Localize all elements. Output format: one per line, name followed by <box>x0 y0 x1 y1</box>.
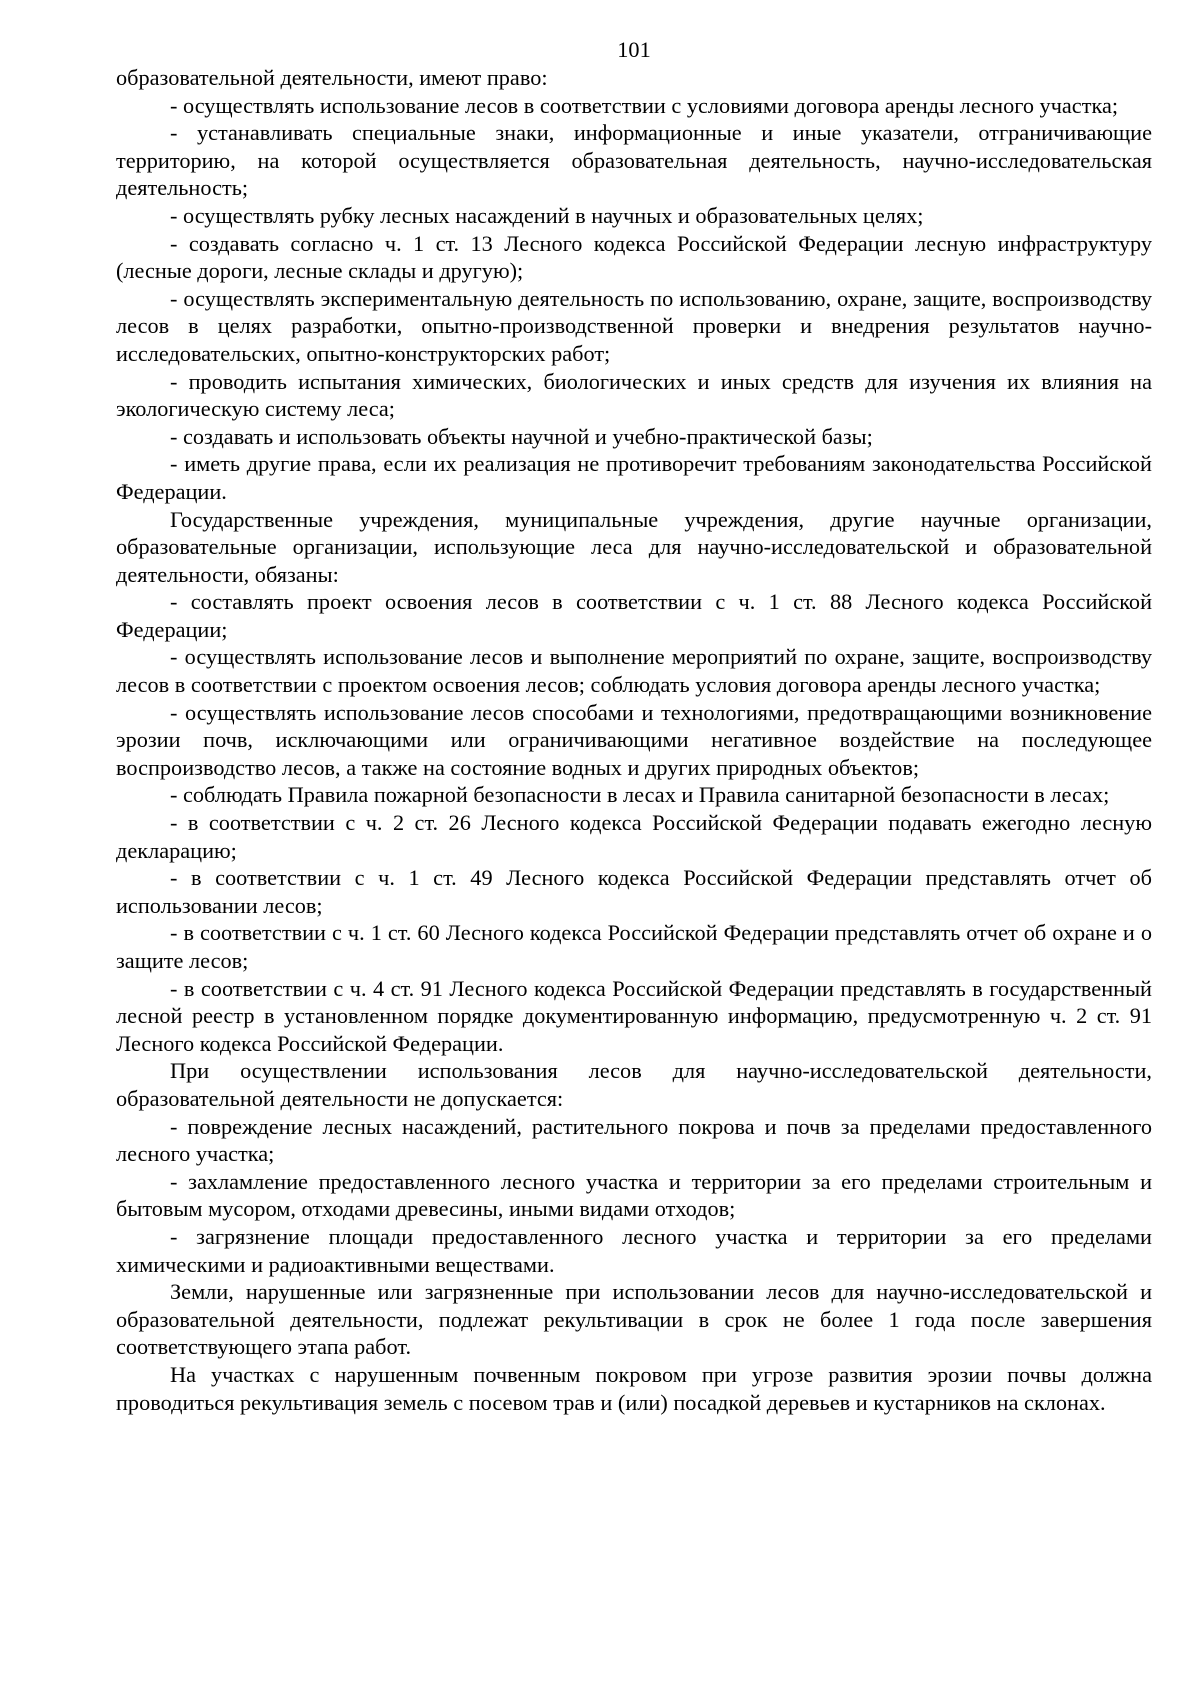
paragraph-continuation: образовательной деятельности, имеют право: <box>116 65 548 90</box>
page-number: 101 <box>617 37 651 62</box>
list-item-obligation: - соблюдать Правила пожарной безопасности в лесах и Правила санитарной безопасности в лесах; <box>170 782 1110 808</box>
list-item-right: - устанавливать специальные знаки, информационные и иные указатели, отграничивающие территорию, на которой осуществляется образовательная деятельность, научно-исследовательская деятельность; <box>116 120 1152 201</box>
list-item-prohibition: - загрязнение площади предоставленного лесного участка и территории за его пределами химическими и радиоактивными веществами. <box>116 1223 1152 1277</box>
paragraph-reclamation: Земли, нарушенные или загрязненные при использовании лесов для научно-исследовательской и образовательной деятельности, подлежат рекультивации в срок не более 1 года после завершения соответствующего этапа работ. <box>116 1279 1152 1360</box>
paragraph-obligations-intro: Государственные учреждения, муниципальные учреждения, другие научные организации, образовательные организации, использующие леса для научно-исследовательской и образовательной деятельности, обязаны: <box>116 506 1152 587</box>
list-item-prohibition: - захламление предоставленного лесного участка и территории за его пределами строительным и бытовым мусором, отходами древесины, иными видами отходов; <box>116 1168 1152 1222</box>
paragraph-prohibitions-intro: При осуществлении использования лесов для научно-исследовательской деятельности, образовательной деятельности не допускается: <box>116 1058 1152 1111</box>
list-item-right: - осуществлять рубку лесных насаждений в научных и образовательных целях; <box>170 202 924 228</box>
list-item-right: - иметь другие права, если их реализация не противоречит требованиям законодательства Российской Федерации. <box>116 451 1152 504</box>
list-item-obligation: - составлять проект освоения лесов в соответствии с ч. 1 ст. 88 Лесного кодекса Российской Федерации; <box>116 589 1152 642</box>
list-item-prohibition: - повреждение лесных насаждений, растительного покрова и почв за пределами предоставленного лесного участка; <box>116 1113 1152 1167</box>
document-page <box>116 36 1152 1416</box>
list-item-obligation: - в соответствии с ч. 1 ст. 60 Лесного кодекса Российской Федерации представлять отчет об охране и о защите лесов; <box>116 920 1152 973</box>
list-item-right: - осуществлять экспериментальную деятельность по использованию, охране, защите, воспроизводству лесов в целях разработки, опытно-производственной проверки и внедрения результатов научно-исследовательских, опытно-конструкторских работ; <box>116 285 1152 366</box>
list-item-obligation: - в соответствии с ч. 2 ст. 26 Лесного кодекса Российской Федерации подавать ежегодно лесную декларацию; <box>116 810 1152 863</box>
list-item-obligation: - в соответствии с ч. 1 ст. 49 Лесного кодекса Российской Федерации представлять отчет об использовании лесов; <box>116 865 1152 918</box>
list-item-obligation: - осуществлять использование лесов способами и технологиями, предотвращающими возникновение эрозии почв, исключающими или ограничивающими негативное воздействие на последующее воспроизводство лесов, а также на состояние водных и других природных объектов; <box>116 699 1152 780</box>
list-item-right: - проводить испытания химических, биологических и иных средств для изучения их влияния на экологическую систему леса; <box>116 368 1152 422</box>
list-item-right: - создавать согласно ч. 1 ст. 13 Лесного кодекса Российской Федерации лесную инфраструктуру (лесные дороги, лесные склады и другую); <box>116 230 1152 284</box>
list-item-right: - осуществлять использование лесов в соответствии с условиями договора аренды лесного участка; <box>170 92 1119 118</box>
paragraph-erosion: На участках с нарушенным почвенным покровом при угрозе развития эрозии почвы должна проводиться рекультивация земель с посевом трав и (или) посадкой деревьев и кустарников на склонах. <box>116 1361 1152 1415</box>
list-item-right: - создавать и использовать объекты научной и учебно-практической базы; <box>170 423 873 449</box>
list-item-obligation: - осуществлять использование лесов и выполнение мероприятий по охране, защите, воспроизводству лесов в соответствии с проектом освоения лесов; соблюдать условия договора аренды лесного участка; <box>116 644 1152 698</box>
list-item-obligation: - в соответствии с ч. 4 ст. 91 Лесного кодекса Российской Федерации представлять в государственный лесной реестр в установленном порядке документированную информацию, предусмотренную ч. 2 ст. 91 Лесного кодекса Российской Федерации. <box>116 975 1152 1056</box>
